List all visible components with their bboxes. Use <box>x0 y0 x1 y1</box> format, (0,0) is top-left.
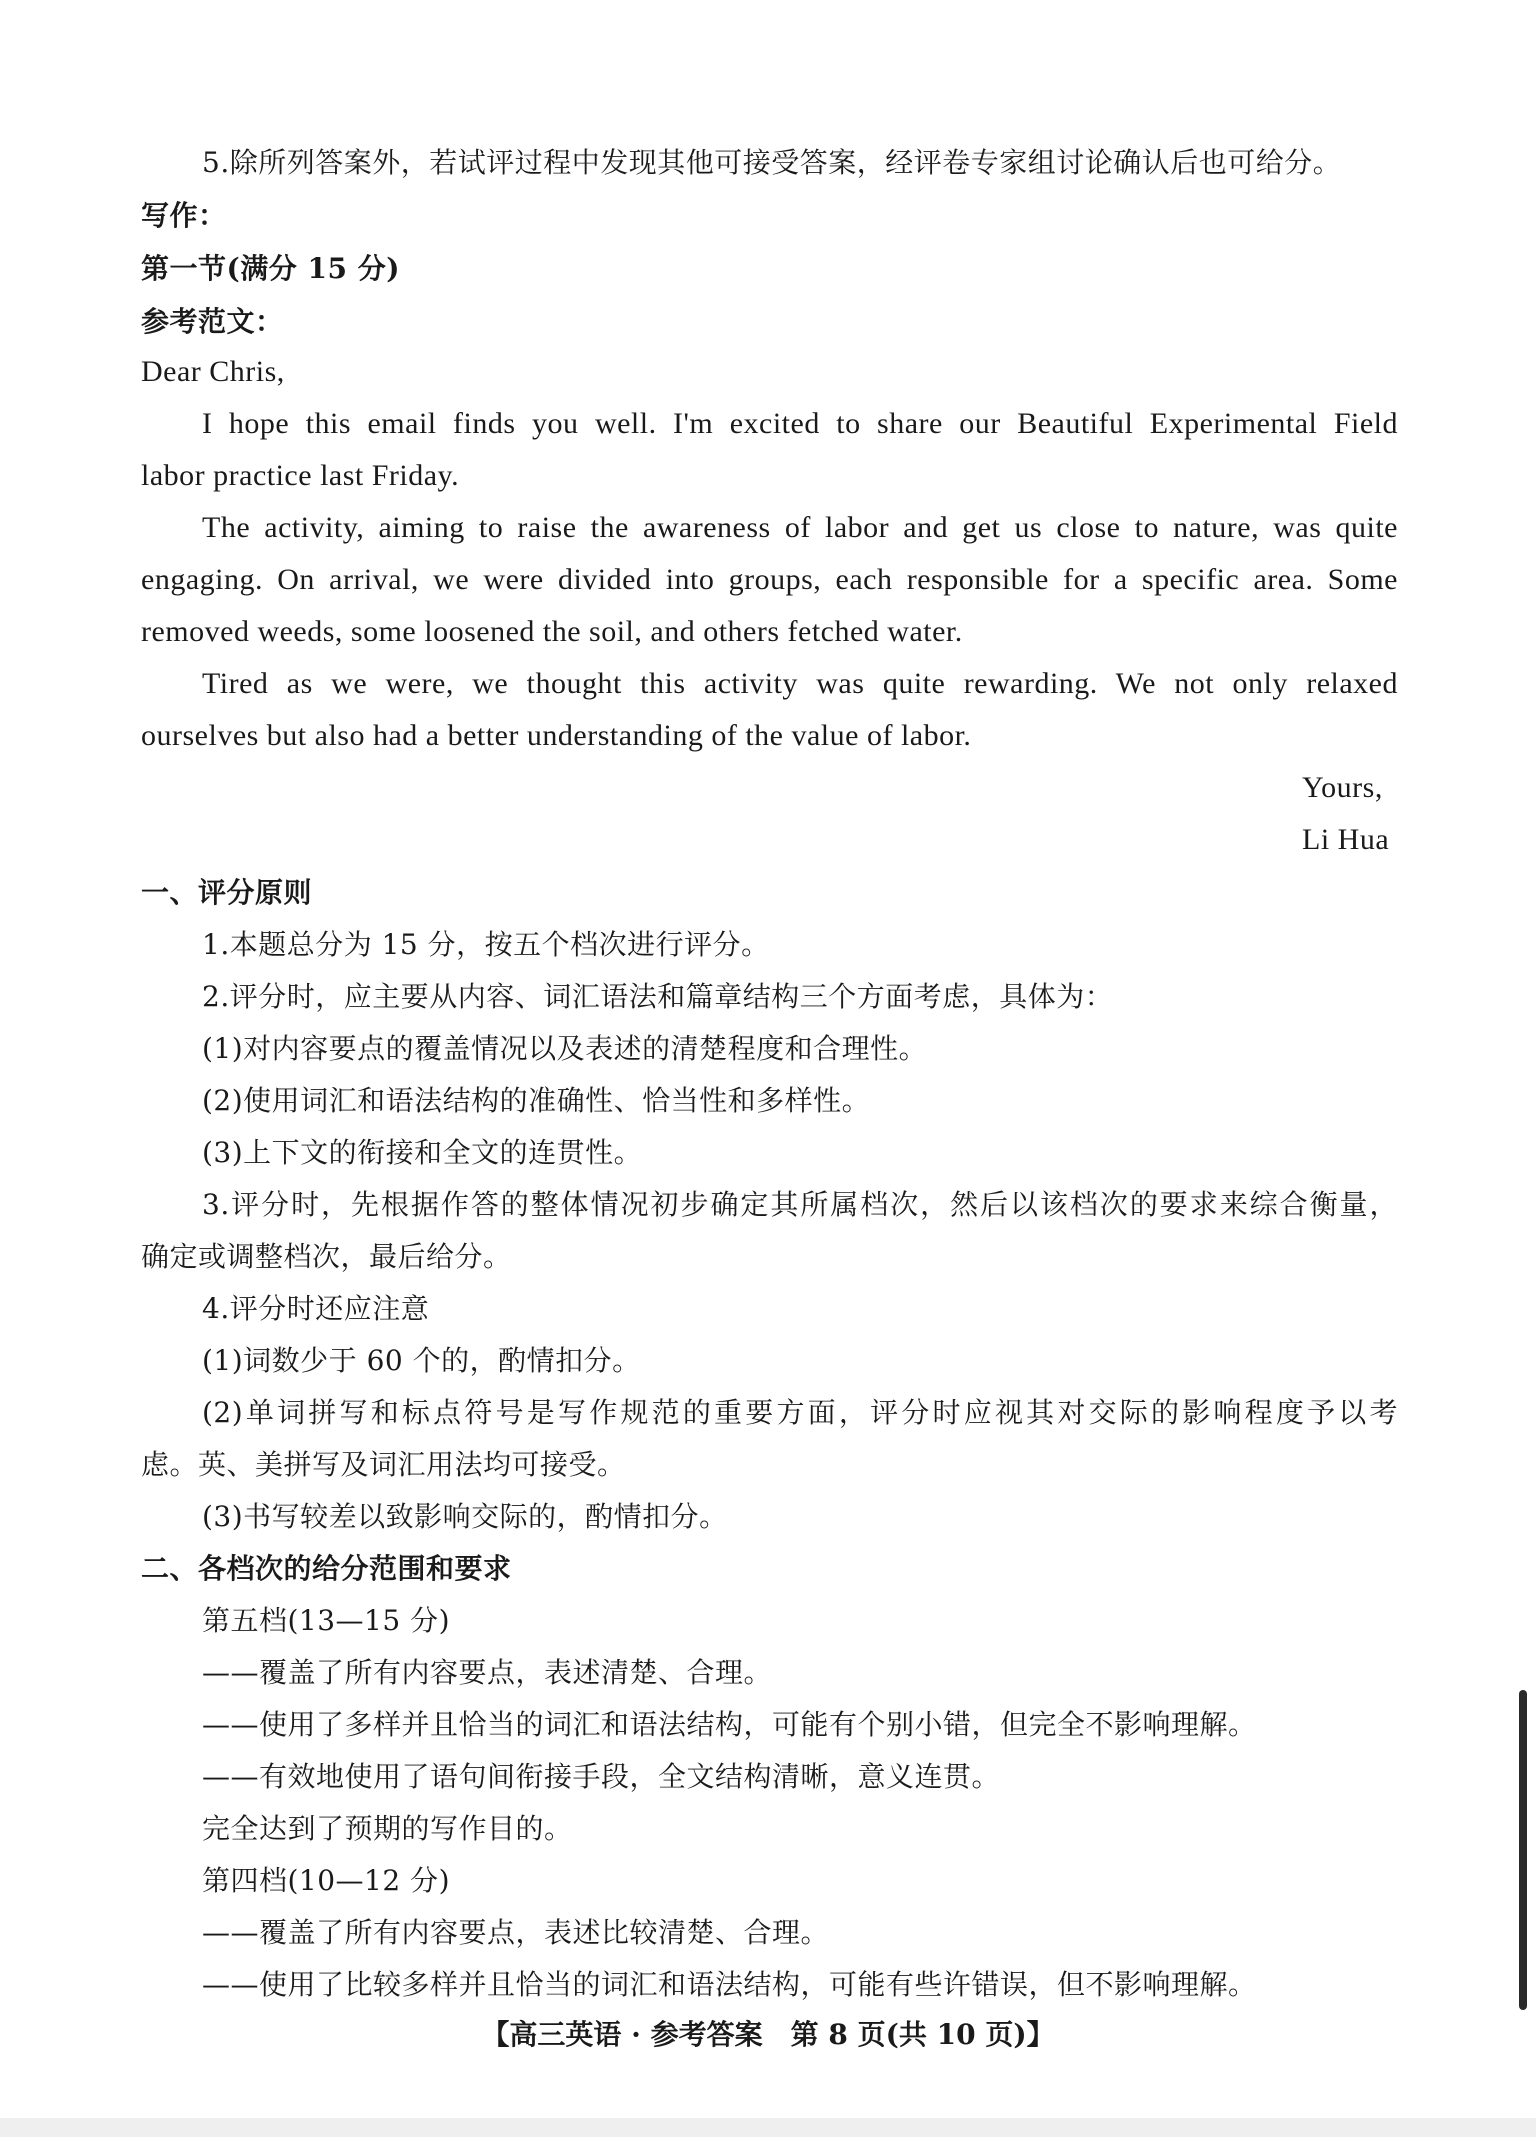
writing-heading: 写作： <box>141 199 227 232</box>
principle-2-item-3: (3)上下文的衔接和全文的连贯性。 <box>202 1136 643 1169</box>
letter-paragraph-2-line-2: engaging. On arrival, we were divided into groups, each responsible for a specific area. Some <box>141 563 1398 596</box>
sample-essay-heading: 参考范文： <box>141 305 284 338</box>
letter-paragraph-3-line-2: ourselves but also had a better understanding of the value of labor. <box>141 719 972 752</box>
principle-2-item-2: (2)使用词汇和语法结构的准确性、恰当性和多样性。 <box>202 1084 871 1117</box>
level-4-title: 第四档(10—12 分) <box>202 1864 451 1897</box>
principle-4-item-1: (1)词数少于 60 个的，酌情扣分。 <box>202 1344 641 1377</box>
principle-4-item-3: (3)书写较差以致影响交际的，酌情扣分。 <box>202 1500 728 1533</box>
principle-3-line-1: 3.评分时，先根据作答的整体情况初步确定其所属档次，然后以该档次的要求来综合衡量， <box>202 1188 1398 1221</box>
note-5: 5.除所列答案外，若试评过程中发现其他可接受答案，经评卷专家组讨论确认后也可给分。 <box>202 146 1342 179</box>
letter-paragraph-1-line-1: I hope this email finds you well. I'm excited to share our Beautiful Experimental Field <box>202 407 1398 440</box>
principle-4-item-2-line-2: 虑。英、美拼写及词汇用法均可接受。 <box>141 1448 626 1481</box>
principle-3-line-2: 确定或调整档次，最后给分。 <box>141 1240 512 1273</box>
level-4-item: ——使用了比较多样并且恰当的词汇和语法结构，可能有些许错误，但不影响理解。 <box>202 1968 1257 2001</box>
section-1-heading: 第一节(满分 15 分) <box>141 252 400 285</box>
letter-signature: Li Hua <box>1302 823 1390 856</box>
level-5-summary: 完全达到了预期的写作目的。 <box>202 1812 573 1845</box>
page-footer: 【高三英语 · 参考答案 第 8 页(共 10 页)】 <box>481 2018 1055 2051</box>
letter-paragraph-2-line-3: removed weeds, some loosened the soil, and others fetched water. <box>141 615 963 648</box>
letter-greeting: Dear Chris, <box>141 355 285 388</box>
levels-heading: 二、各档次的给分范围和要求 <box>141 1552 512 1585</box>
level-5-item: ——有效地使用了语句间衔接手段，全文结构清晰，意义连贯。 <box>202 1760 1001 1793</box>
principle-4-item-2-line-1: (2)单词拼写和标点符号是写作规范的重要方面，评分时应视其对交际的影响程度予以考 <box>202 1396 1398 1429</box>
letter-paragraph-3-line-1: Tired as we were, we thought this activity was quite rewarding. We not only relaxed <box>202 667 1398 700</box>
principles-heading: 一、评分原则 <box>141 876 313 909</box>
level-5-item: ——使用了多样并且恰当的词汇和语法结构，可能有个别小错，但完全不影响理解。 <box>202 1708 1257 1741</box>
level-4-item: ——覆盖了所有内容要点，表述比较清楚、合理。 <box>202 1916 830 1949</box>
principle-2: 2.评分时，应主要从内容、词汇语法和篇章结构三个方面考虑，具体为： <box>202 980 1114 1013</box>
level-5-item: ——覆盖了所有内容要点，表述清楚、合理。 <box>202 1656 773 1689</box>
principle-1: 1.本题总分为 15 分，按五个档次进行评分。 <box>202 928 770 961</box>
letter-paragraph-1-line-2: labor practice last Friday. <box>141 459 460 492</box>
principle-4: 4.评分时还应注意 <box>202 1292 430 1325</box>
letter-paragraph-2-line-1: The activity, aiming to raise the awareness of labor and get us close to nature, was quite <box>202 511 1398 544</box>
letter-closing: Yours, <box>1302 771 1383 804</box>
level-5-title: 第五档(13—15 分) <box>202 1604 451 1637</box>
principle-2-item-1: (1)对内容要点的覆盖情况以及表述的清楚程度和合理性。 <box>202 1032 928 1065</box>
bottom-margin-strip <box>0 2118 1536 2137</box>
scrollbar-thumb[interactable] <box>1519 1690 1527 2010</box>
